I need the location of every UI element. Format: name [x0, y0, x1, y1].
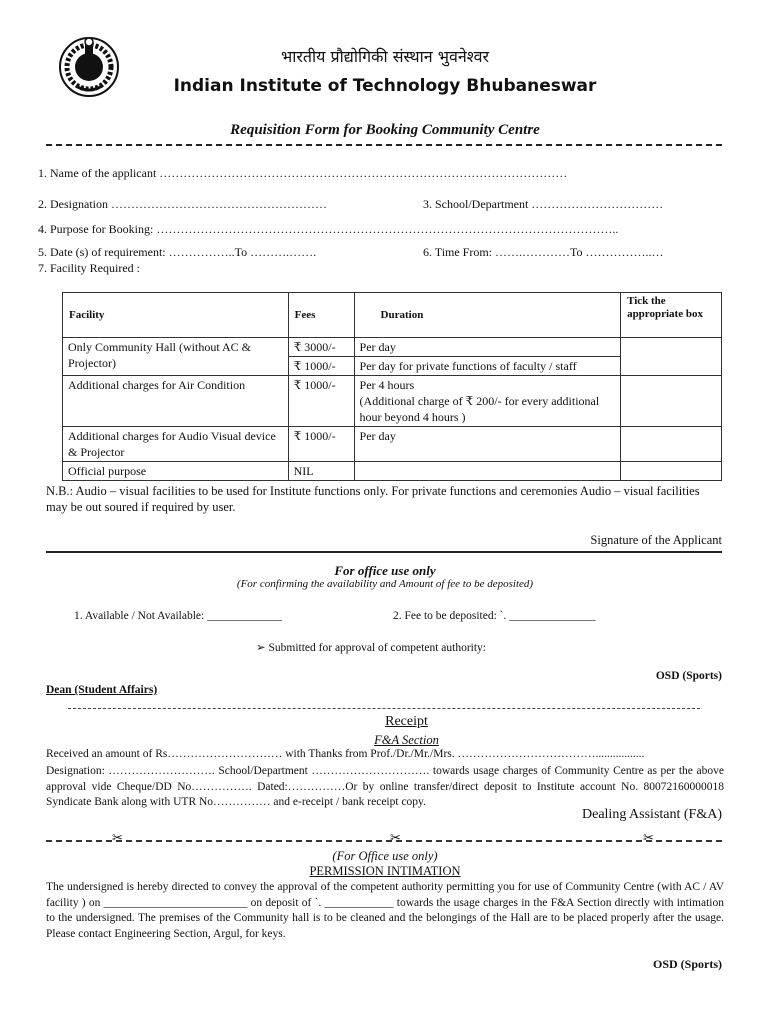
field-designation: 2. Designation ………………………………………………: [38, 197, 327, 211]
tick-box[interactable]: [621, 462, 722, 481]
note-text: N.B.: Audio – visual facilities to be used for Institute functions only. For private functions and ceremonies Audio – visual facilities may be out soured if required by user.: [46, 484, 700, 514]
office-use-subtitle: (For confirming the availability and Amount of fee to be deposited): [236, 578, 534, 590]
facility-cell: Additional charges for Air Condition: [63, 376, 289, 427]
receipt-amount-line: Received an amount of Rs………………………… with Thanks from Prof./Dr./Mr./Mrs. ……………………………….................: [46, 748, 645, 760]
facility-cell: Official purpose: [63, 462, 289, 481]
tick-box[interactable]: [621, 427, 722, 462]
duration-cell: Per day for private functions of faculty / staff: [354, 357, 621, 376]
fees-cell: NIL: [288, 462, 354, 481]
field-facility-required: 7. Facility Required :: [38, 261, 140, 275]
fa-section-label: F&A Section: [374, 733, 439, 747]
scissors-icon: ✂: [390, 830, 401, 845]
fees-cell: ₹ 3000/-: [288, 338, 354, 357]
permission-body: The undersigned is hereby directed to convey the approval of the competent authority permitting you for use of Community Centre (with AC / AV facility ) on _________________________ on deposit of `. ____________ towards the usage charges in the F&A Section directly with intimation to the undersigned. The premises of the Community hall is to be cleaned and the belongings of the Hall are to be placed properly after the usage. Please contact Engineering Section, Argul, for keys.: [46, 881, 724, 940]
table-row: [63, 462, 722, 481]
dealing-assistant-label: Dealing Assistant (F&A): [582, 807, 722, 822]
duration-line: Per 4 hours: [359, 378, 415, 392]
table-row: [63, 427, 722, 462]
receipt-body: Designation: ………………………. School/Department …………………………. towards usage charges of Community Centre as per the above approval vide Cheque/DD No……………. Dated:……………Or by online transfer/direct deposit to Institute account No. 80072160000018 Syndicate Bank along with UTR No…………… and e-receipt / bank receipt copy.: [46, 765, 724, 808]
duration-line: (Additional charge of ₹ 200/- for every additional hour beyond 4 hours ): [359, 394, 600, 424]
duration-cell: Per day: [354, 427, 621, 462]
tick-box[interactable]: [621, 338, 722, 376]
tick-box[interactable]: [621, 376, 722, 427]
dean-student-affairs-label: Dean (Student Affairs): [46, 684, 158, 696]
institute-hindi-name: भारतीय प्रौद्योगिकी संस्थान भुवनेश्वर: [280, 47, 490, 66]
field-applicant-name: 1. Name of the applicant …………………………………………………………………………………………: [38, 166, 568, 180]
title-divider: [46, 144, 722, 146]
section-divider: [46, 551, 722, 553]
facility-cell: Only Community Hall (without AC & Projector): [63, 338, 289, 376]
fee-to-deposit-field: 2. Fee to be deposited: `. _______________: [393, 610, 596, 622]
field-school-department: 3. School/Department ……………………………: [423, 197, 664, 211]
office-use-only-label: (For Office use only): [332, 849, 438, 863]
receipt-title: Receipt: [385, 714, 428, 729]
scissors-icon: ✂: [112, 830, 123, 845]
col-fees: Fees: [288, 293, 354, 338]
col-duration: Duration: [354, 293, 621, 338]
table-row: [63, 338, 722, 357]
duration-cell: [354, 376, 621, 427]
facility-cell: Additional charges for Audio Visual device & Projector: [63, 427, 289, 462]
submitted-approval-text: ➢ Submitted for approval of competent authority:: [256, 642, 486, 654]
permission-intimation-title: PERMISSION INTIMATION: [309, 864, 461, 878]
col-tick: Tick the appropriate box: [621, 293, 722, 338]
duration-cell: Per day: [354, 338, 621, 357]
facility-table: [62, 292, 722, 481]
form-title: Requisition Form for Booking Community Centre: [230, 122, 540, 138]
table-header-row: [63, 293, 722, 338]
cut-line: [46, 840, 722, 842]
field-date-requirement: 5. Date (s) of requirement: ……………..To ……….…….: [38, 245, 317, 259]
availability-field: 1. Available / Not Available: _____________: [74, 610, 282, 622]
osd-sports-label-bottom: OSD (Sports): [652, 957, 722, 971]
field-purpose: 4. Purpose for Booking: ……………………………………………………………………………………………………..: [38, 222, 619, 236]
applicant-signature-label: Signature of the Applicant: [590, 533, 722, 547]
col-facility: Facility: [63, 293, 289, 338]
fees-cell: ₹ 1000/-: [288, 357, 354, 376]
office-use-title: For office use only: [334, 563, 436, 578]
osd-sports-label: OSD (Sports): [655, 670, 722, 682]
institute-name: Indian Institute of Technology Bhubaneswar: [173, 76, 597, 96]
fees-cell: ₹ 1000/-: [288, 427, 354, 462]
table-row: [63, 376, 722, 427]
duration-cell: [354, 462, 621, 481]
section-divider: [68, 708, 700, 709]
field-time: 6. Time From: …….…………To ……………..…: [423, 245, 664, 259]
scissors-icon: ✂: [643, 830, 654, 845]
fees-cell: ₹ 1000/-: [288, 376, 354, 427]
